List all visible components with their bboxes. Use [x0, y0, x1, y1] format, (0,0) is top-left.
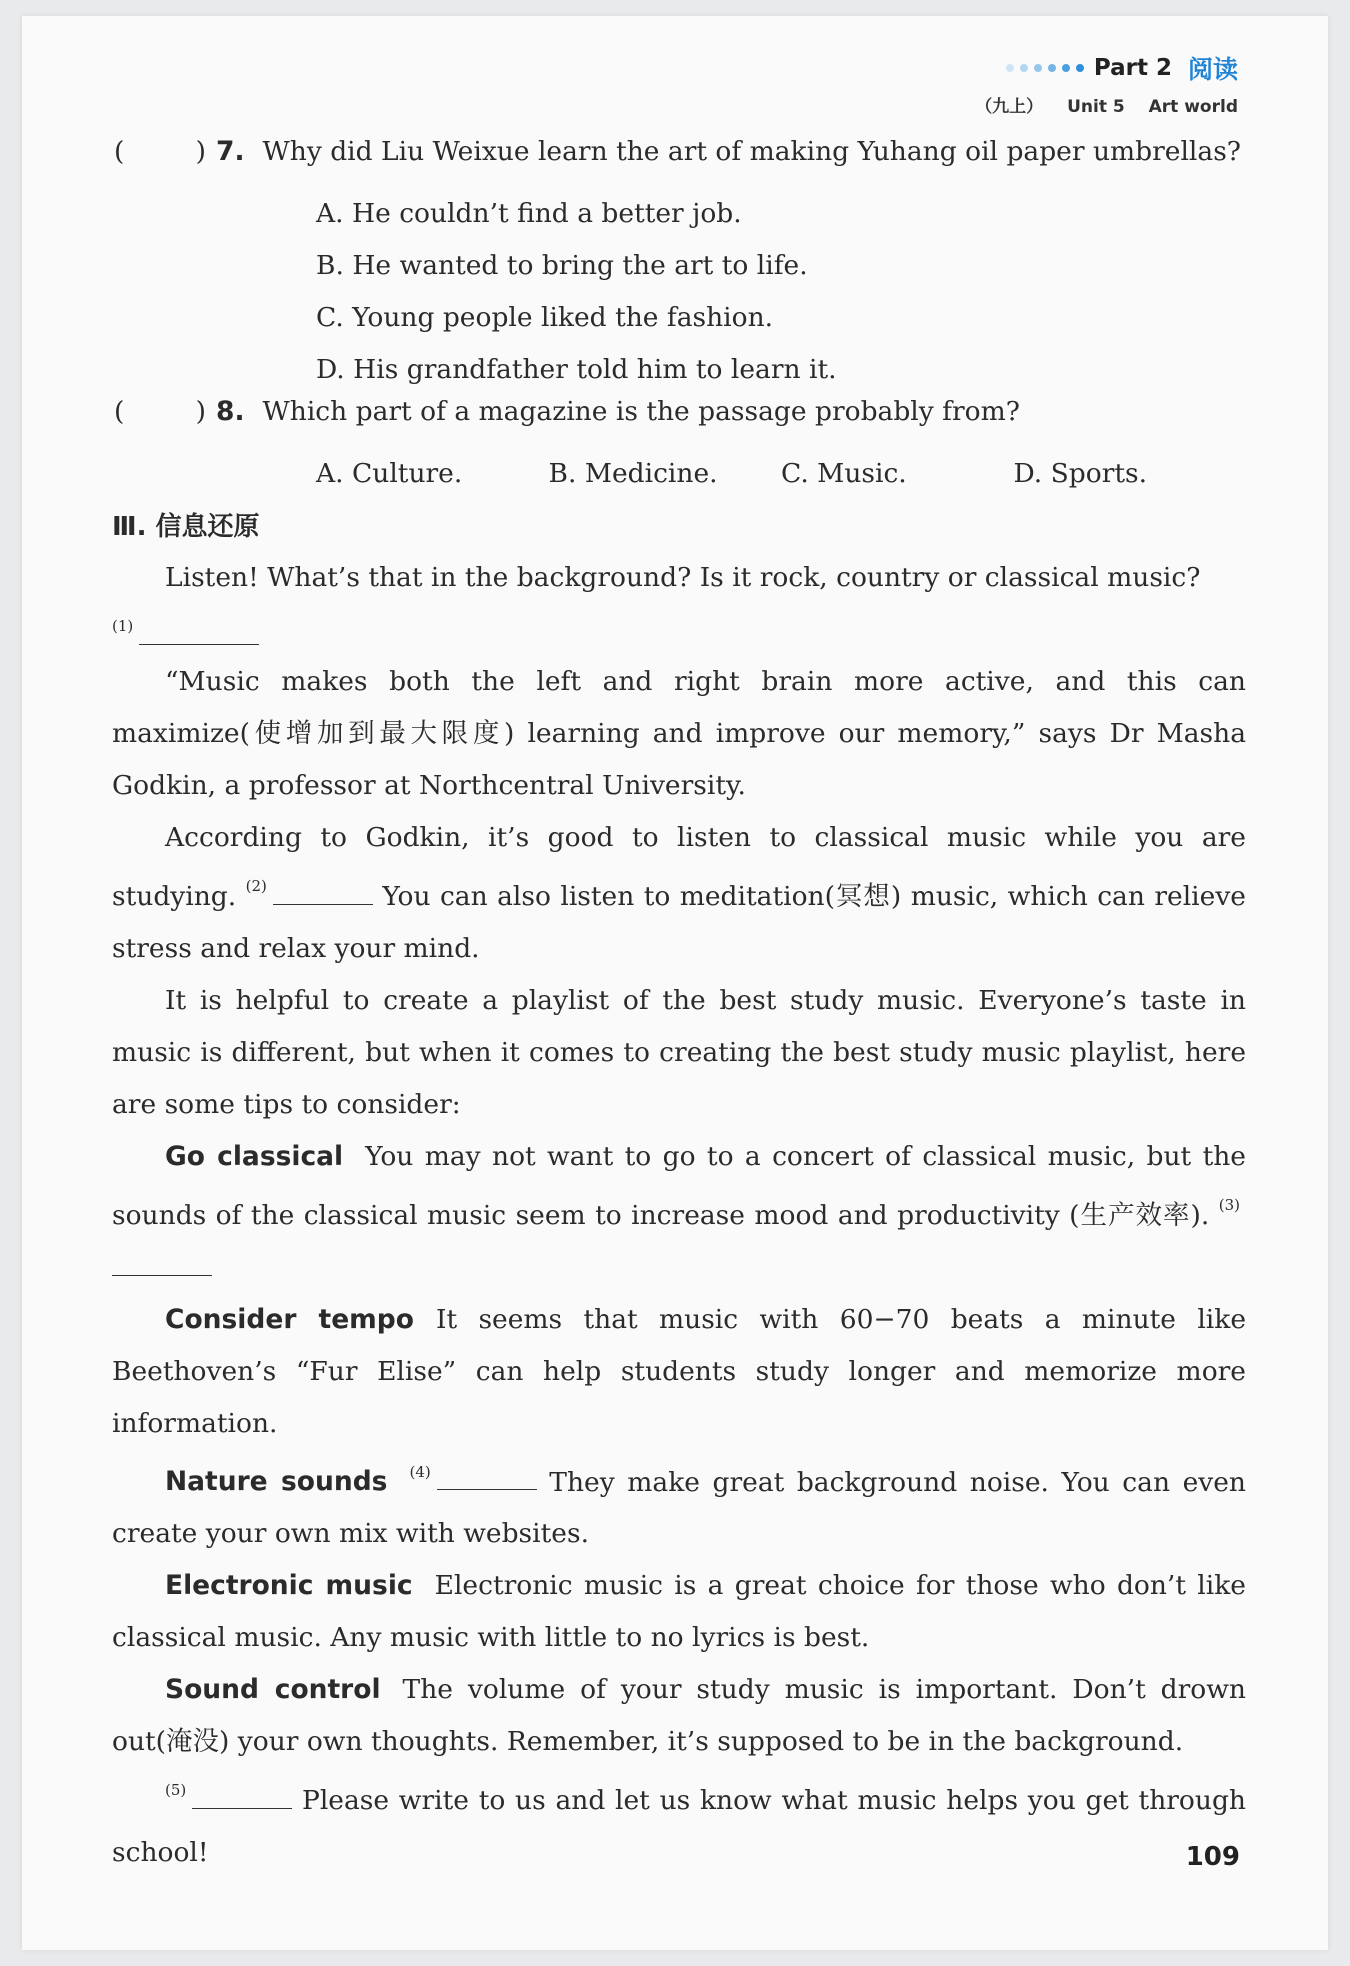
grade-label: （九上） — [975, 97, 1044, 117]
answer-bracket[interactable]: ( ) — [114, 136, 206, 167]
tip-nature-sounds: Nature sounds $^{(4)}$ They make great background noise. You can even create your own mix with websites. — [112, 1450, 1246, 1561]
option-c: C. Young people liked the fashion. — [316, 302, 774, 333]
decorative-dots-icon — [1006, 64, 1084, 72]
section-label: 阅读 — [1187, 55, 1238, 84]
tip-title: Consider tempo — [165, 1303, 414, 1335]
option-d: D. Sports. — [1013, 458, 1148, 489]
tip-title: Sound control — [165, 1674, 381, 1706]
section-title: Ⅲ. 信息还原 — [112, 512, 260, 542]
passage-paragraph: According to Godkin, it’s good to listen to classical music while you are studying. $^{(2)}$ You can also listen to meditation(冥想) music, which can relieve stress and relax your mind. — [112, 822, 1246, 964]
answer-bracket[interactable]: ( ) — [114, 396, 206, 427]
option-b: B. Medicine. — [548, 458, 718, 489]
question-7 — [112, 136, 1246, 188]
tip-title: Nature sounds — [165, 1466, 388, 1498]
page-number: 109 — [1185, 1842, 1240, 1872]
passage-paragraph: Listen! What’s that in the background? Is it rock, country or classical music? — [165, 562, 1201, 593]
question-8 — [112, 396, 1246, 448]
passage-closing: $^{(5)}$ Please write to us and let us know what music helps you get through school! — [112, 1768, 1246, 1879]
topic-label: Art world — [1148, 97, 1238, 117]
passage-paragraph: It is helpful to create a playlist of the best study music. Everyone’s taste in music is different, but when it comes to creating the best study music playlist, here are some tips to consider: — [112, 984, 1246, 1120]
tip-title: Go classical — [165, 1140, 344, 1172]
tip-sound-control: Sound control The volume of your study music is important. Don’t drown out(淹没) your own thoughts. Remember, it’s supposed to be in the background. — [112, 1674, 1246, 1758]
blank-line-1 — [112, 604, 1246, 656]
option-a: A. He couldn’t find a better job. — [316, 198, 742, 229]
blank-number: (3) — [1218, 1195, 1240, 1214]
main-content — [112, 136, 1246, 1879]
answer-blank[interactable] — [192, 1778, 292, 1809]
passage-paragraph: “Music makes both the left and right brain more active, and this can maximize(使增加到最大限度) learning and improve our memory,” says Dr Masha Godkin, a professor at Northcentral University. — [112, 666, 1246, 801]
page — [22, 16, 1328, 1950]
tip-title: Electronic music — [165, 1570, 413, 1602]
option-a: A. Culture. — [316, 458, 463, 489]
question-text: Which part of a magazine is the passage probably from? — [262, 396, 1020, 427]
question-number: 7. — [216, 136, 245, 167]
blank-number: (4) — [409, 1462, 431, 1481]
answer-blank[interactable] — [273, 874, 373, 905]
tip-consider-tempo: Consider tempo It seems that music with 60−70 beats a minute like Beethoven’s “Fur Elise” can help students study longer and memorize more information. — [112, 1303, 1247, 1439]
blank-number: (1) — [112, 617, 134, 635]
question-text: Why did Liu Weixue learn the art of making Yuhang oil paper umbrellas? — [262, 136, 1242, 167]
blank-number: (2) — [245, 877, 267, 895]
answer-blank[interactable] — [139, 614, 259, 645]
option-c: C. Music. — [781, 458, 907, 489]
unit-label: Unit 5 — [1067, 97, 1125, 117]
options-row — [316, 448, 1246, 500]
question-number: 8. — [216, 396, 245, 427]
page-header — [975, 50, 1238, 117]
option-b: B. He wanted to bring the art to life. — [316, 250, 808, 281]
tip-go-classical: Go classical You may not want to go to a concert of classical music, but the sounds of the classical music seem to increase mood and productivity (生产效率). $^{(3)}$ — [112, 1131, 1246, 1294]
blank-number: (5) — [165, 1781, 187, 1800]
tip-electronic-music: Electronic music Electronic music is a great choice for those who don’t like classical music. Any music with little to no lyrics is best. — [112, 1570, 1246, 1654]
answer-blank[interactable] — [437, 1459, 537, 1490]
answer-blank[interactable] — [112, 1245, 212, 1276]
option-d: D. His grandfather told him to learn it. — [316, 354, 837, 385]
part-label: Part 2 — [1093, 55, 1172, 81]
